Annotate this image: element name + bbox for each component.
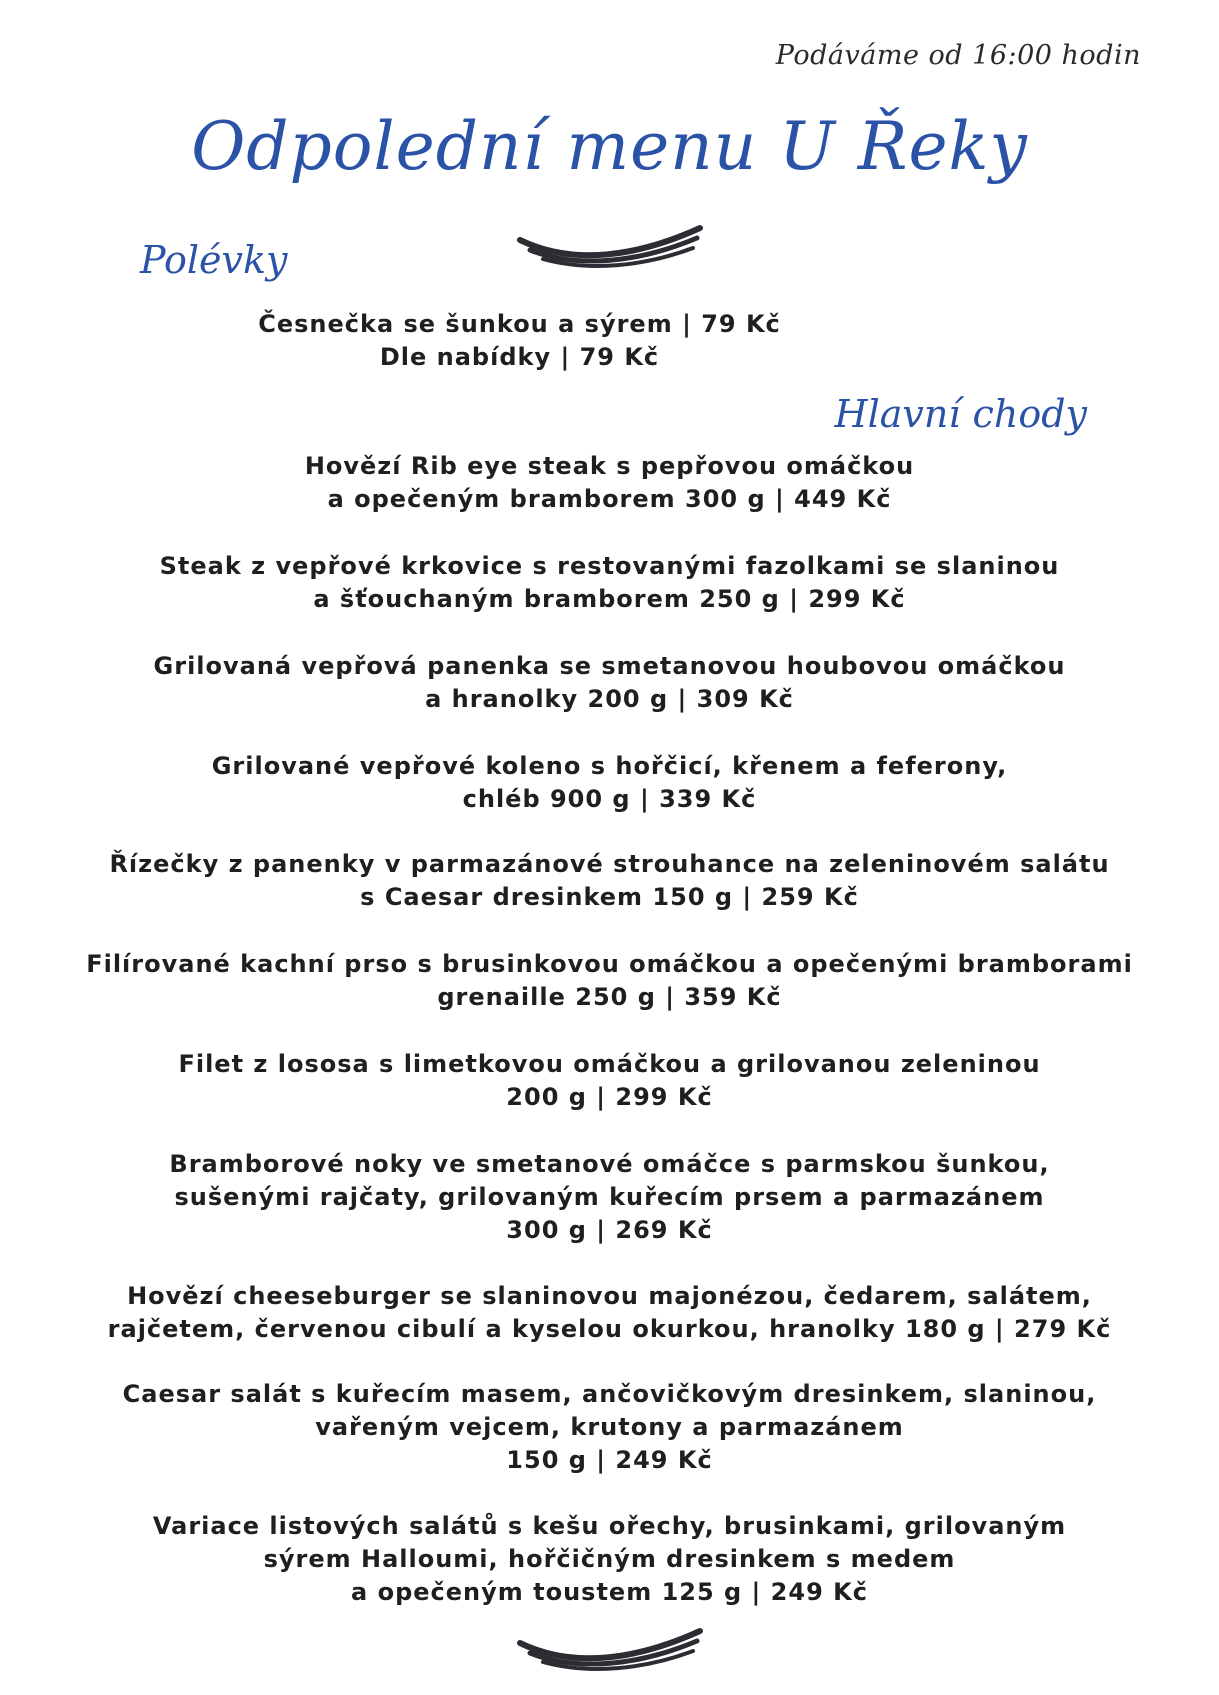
menu-item-line: Hovězí Rib eye steak s pepřovou omáčkou bbox=[304, 452, 915, 480]
menu-item bbox=[0, 1048, 1219, 1114]
menu-item-line: Řízečky z panenky v parmazánové strouhance na zeleninovém salátu bbox=[109, 850, 1110, 878]
soup-item: Dle nabídky | 79 Kč bbox=[379, 343, 660, 371]
menu-item bbox=[0, 948, 1219, 1014]
menu-item-line: a hranolky 200 g | 309 Kč bbox=[425, 685, 794, 713]
menu-item bbox=[0, 1510, 1219, 1609]
soup-item: Česnečka se šunkou a sýrem | 79 Kč bbox=[258, 310, 781, 338]
menu-item-line: Bramborové noky ve smetanové omáčce s parmskou šunkou, bbox=[169, 1150, 1050, 1178]
menu-item-line: rajčetem, červenou cibulí a kyselou okurkou, hranolky 180 g | 279 Kč bbox=[107, 1315, 1112, 1343]
menu-item bbox=[0, 1280, 1219, 1346]
wave-ornament-bottom-icon bbox=[0, 1625, 1219, 1679]
menu-item-line: 300 g | 269 Kč bbox=[506, 1216, 713, 1244]
menu-item bbox=[0, 1378, 1219, 1477]
menu-item bbox=[0, 550, 1219, 616]
menu-item-line: s Caesar dresinkem 150 g | 259 Kč bbox=[360, 883, 859, 911]
serve-time-note: Podáváme od 16:00 hodin bbox=[775, 40, 1141, 71]
menu-item bbox=[0, 450, 1219, 516]
page-title: Odpolední menu U Řeky bbox=[191, 108, 1028, 185]
menu-item bbox=[0, 848, 1219, 914]
menu-item-line: Grilované vepřové koleno s hořčicí, křenem a feferony, bbox=[211, 752, 1008, 780]
menu-item bbox=[0, 1148, 1219, 1247]
menu-item-line: sušenými rajčaty, grilovaným kuřecím prsem a parmazánem bbox=[174, 1183, 1045, 1211]
menu-item-line: a opečeným bramborem 300 g | 449 Kč bbox=[327, 485, 892, 513]
menu-item-line: Grilovaná vepřová panenka se smetanovou houbovou omáčkou bbox=[153, 652, 1066, 680]
menu-item-line: Variace listových salátů s kešu ořechy, brusinkami, grilovaným bbox=[152, 1512, 1067, 1540]
menu-item-line: grenaille 250 g | 359 Kč bbox=[437, 983, 782, 1011]
section-heading-mains: Hlavní chody bbox=[834, 392, 1087, 436]
menu-item-line: Caesar salát s kuřecím masem, ančovičkovým dresinkem, slaninou, bbox=[122, 1380, 1097, 1408]
menu-item bbox=[0, 750, 1219, 816]
menu-item-line: vařeným vejcem, krutony a parmazánem bbox=[315, 1413, 904, 1441]
menu-item-line: 200 g | 299 Kč bbox=[506, 1083, 713, 1111]
section-heading-soups: Polévky bbox=[140, 238, 288, 282]
menu-item-line: Steak z vepřové krkovice s restovanými fazolkami se slaninou bbox=[159, 552, 1060, 580]
menu-item-line: Filírované kachní prso s brusinkovou omáčkou a opečenými bramborami bbox=[86, 950, 1133, 978]
menu-item-line: a opečeným toustem 125 g | 249 Kč bbox=[351, 1578, 868, 1606]
menu-item-line: Hovězí cheeseburger se slaninovou majonézou, čedarem, salátem, bbox=[127, 1282, 1092, 1310]
menu-item-line: 150 g | 249 Kč bbox=[506, 1446, 713, 1474]
menu-item-line: a šťouchaným bramborem 250 g | 299 Kč bbox=[313, 585, 906, 613]
menu-item-line: Filet z lososa s limetkovou omáčkou a grilovanou zeleninou bbox=[178, 1050, 1041, 1078]
menu-item-line: chléb 900 g | 339 Kč bbox=[462, 785, 757, 813]
menu-item-line: sýrem Halloumi, hořčičným dresinkem s medem bbox=[263, 1545, 956, 1573]
menu-item bbox=[0, 650, 1219, 716]
